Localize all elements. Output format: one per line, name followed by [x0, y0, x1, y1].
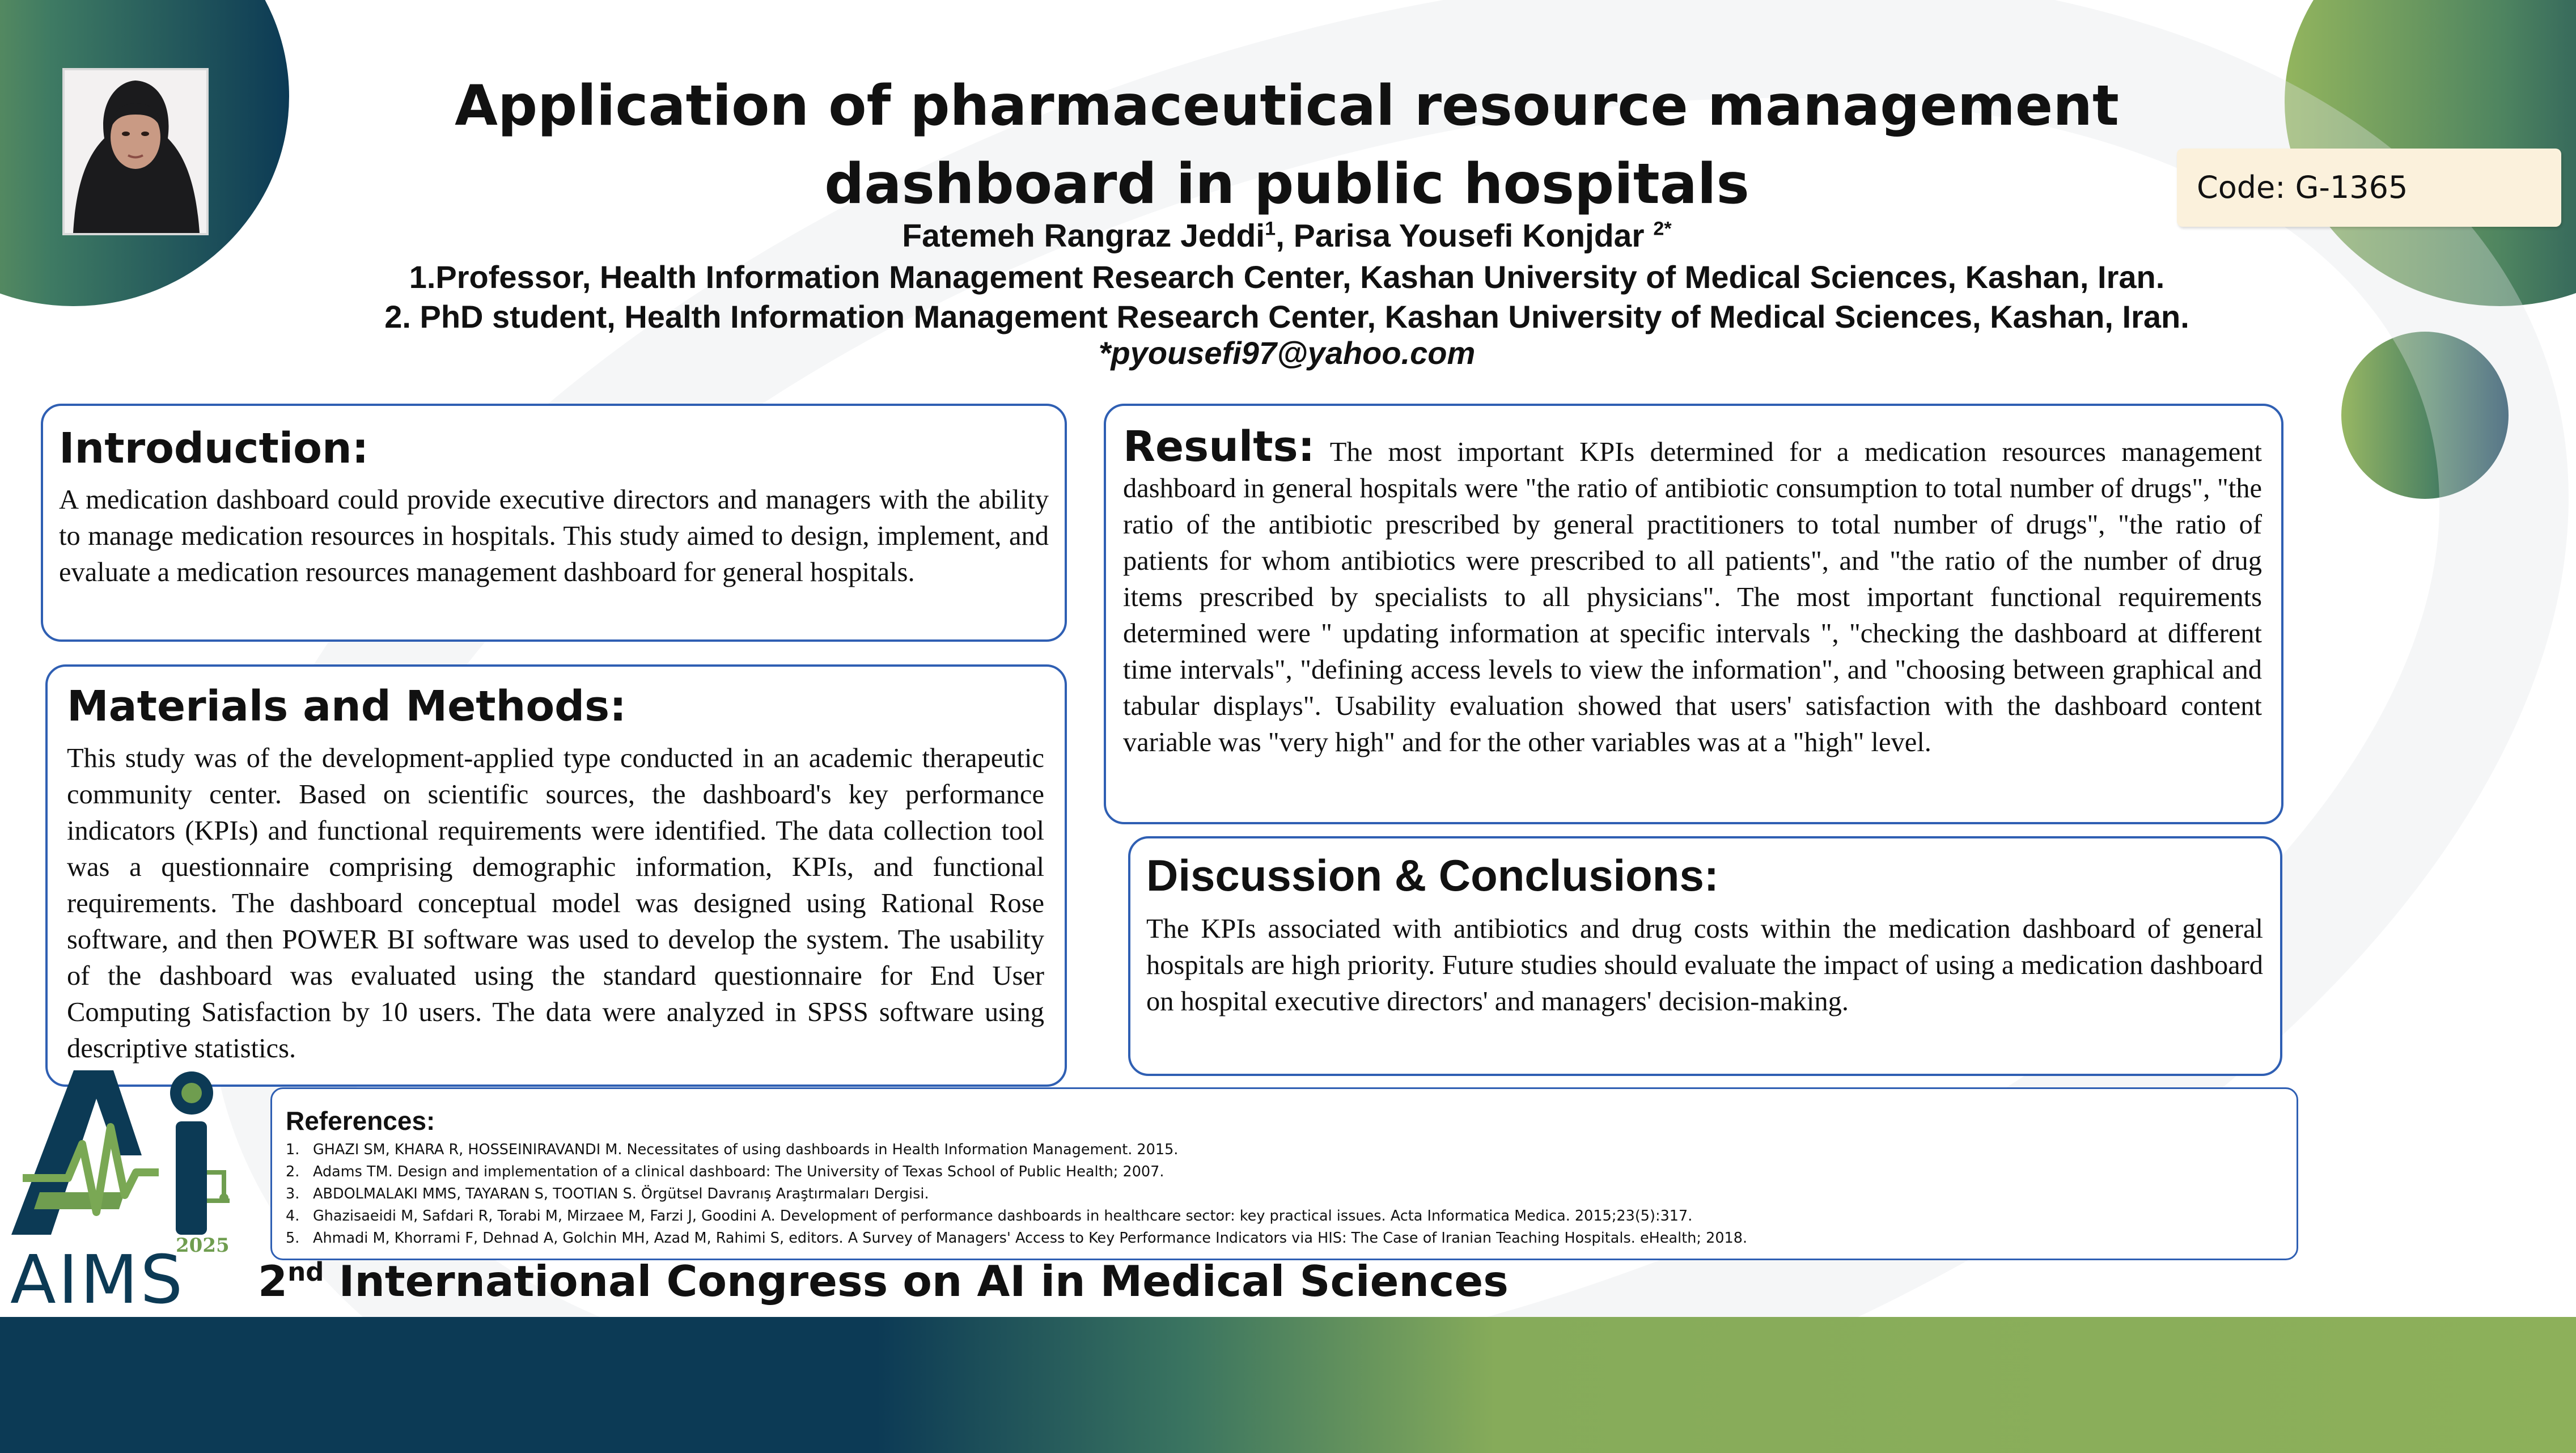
authors-line — [295, 217, 2279, 255]
methods-heading: Materials and Methods: — [67, 682, 626, 731]
methods-panel — [45, 664, 1067, 1087]
affiliation-1: 1.Professor, Health Information Management Research Center, Kashan University of Medical Sciences, Kashan, Iran. — [409, 259, 2165, 295]
reference-item — [286, 1227, 2283, 1249]
poster-title: Application of pharmaceutical resource management dashboard in public hospitals — [455, 74, 2119, 217]
congress-ordinal: nd — [287, 1257, 324, 1287]
reference-number: 3. — [286, 1185, 300, 1202]
results-paragraph — [1123, 422, 2262, 761]
references-list — [286, 1139, 2283, 1249]
contact-email[interactable]: *pyousefi97@yahoo.com — [1098, 335, 1476, 371]
reference-item — [286, 1205, 2283, 1227]
reference-number: 4. — [286, 1208, 300, 1225]
reference-text: ABDOLMALAKI MMS, TAYARAN S, TOOTIAN S. Örgütsel Davranış Araştırmaları Dergisi. — [313, 1185, 929, 1202]
introduction-heading: Introduction: — [59, 424, 369, 473]
references-heading: References: — [286, 1106, 435, 1136]
poster-code-badge: Code: G-1365 — [2177, 149, 2561, 227]
reference-item — [286, 1161, 2283, 1183]
introduction-body: A medication dashboard could provide executive directors and managers with the ability to manage medication resources in hospitals. This study aimed to design, implement, and evaluate a medication resources management dashboard for general hospitals. — [59, 485, 1049, 587]
logo-text: AIMS — [10, 1240, 185, 1308]
affiliation-2: 2. PhD student, Health Information Management Research Center, Kashan University of Medical Sciences, Kashan, Iran. — [384, 299, 2189, 334]
bottom-gradient-band — [0, 1317, 2576, 1453]
congress-number: 2 — [258, 1256, 288, 1306]
results-heading: Results: — [1123, 422, 1315, 471]
discussion-body: The KPIs associated with antibiotics and drug costs within the medication dashboard of general hospitals are high priority. Future studies should evaluate the impact of using a medication dashboard on hospital executive directors' and managers' decision-making. — [1146, 914, 2263, 1016]
reference-number: 5. — [286, 1230, 300, 1247]
reference-text: Ghazisaeidi M, Safdari R, Torabi M, Mirzaee M, Farzi J, Goodini A. Development of performance dashboards in healthcare sector: key practical issues. Acta Informatica Medica. 2015;23(5):317. — [313, 1208, 1693, 1225]
results-body: The most important KPIs determined for a medication resources management dashboard in general hospitals were "the ratio of antibiotic consumption to total number of drugs", "the ratio of the antibiotic prescribed by general practitioners to total number of drugs", "the ratio of patients for whom antibiotics were prescribed to all patients", and "the ratio of the number of drug items prescribed by specialists to all physicians". The most important functional requirements determined were " updating information at specific intervals ", "checking the dashboard at different time intervals", "defining access levels to view the information", and "choosing between graphical and tabular displays". Usability evaluation showed that users' satisfaction with the dashboard content variable was "very high" and for the other variables was at a "high" level. — [1123, 437, 2262, 757]
author-1-superscript: 1 — [1265, 218, 1276, 240]
introduction-panel — [41, 404, 1067, 642]
reference-item — [286, 1183, 2283, 1205]
reference-text: GHAZI SM, KHARA R, HOSSEINIRAVANDI M. Necessitates of using dashboards in Health Information Management. 2015. — [313, 1141, 1179, 1158]
reference-number: 2. — [286, 1163, 300, 1180]
reference-item — [286, 1139, 2283, 1161]
author-2: , Parisa Yousefi Konjdar — [1276, 218, 1654, 254]
logo-year: 2025 — [176, 1234, 230, 1257]
congress-title: International Congress on AI in Medical Sciences — [324, 1256, 1509, 1306]
author-1: Fatemeh Rangraz Jeddi — [902, 218, 1265, 254]
discussion-panel — [1128, 836, 2282, 1076]
author-photo — [62, 68, 209, 235]
author-2-superscript: 2* — [1653, 218, 1672, 240]
congress-name — [258, 1250, 1509, 1312]
reference-text: Ahmadi M, Khorrami F, Dehnad A, Golchin MH, Azad M, Rahimi S, editors. A Survey of Managers' Access to Key Performance Indicators via HIS: The Case of Iranian Teaching Hospitals. eHealth; 2018. — [313, 1230, 1748, 1247]
reference-text: Adams TM. Design and implementation of a clinical dashboard: The University of Texas School of Public Health; 2007. — [313, 1163, 1164, 1180]
methods-body: This study was of the development-applied type conducted in an academic therapeutic community center. Based on scientific sources, the dashboard's key performance indicators (KPIs) and functional requirements were identified. The data collection tool was a questionnaire comprising demographic information, KPIs, and functional requirements. The dashboard conceptual model was designed using Rational Rose software, and then POWER BI software was used to develop the system. The usability of the dashboard was evaluated using the standard questionnaire for End User Computing Satisfaction by 10 users. The data were analyzed in SPSS software using descriptive statistics. — [67, 743, 1044, 1064]
aims-congress-logo — [6, 1059, 238, 1308]
results-panel — [1104, 404, 2283, 824]
references-panel — [270, 1087, 2298, 1260]
discussion-heading: Discussion & Conclusions: — [1146, 850, 1719, 900]
reference-number: 1. — [286, 1141, 300, 1158]
